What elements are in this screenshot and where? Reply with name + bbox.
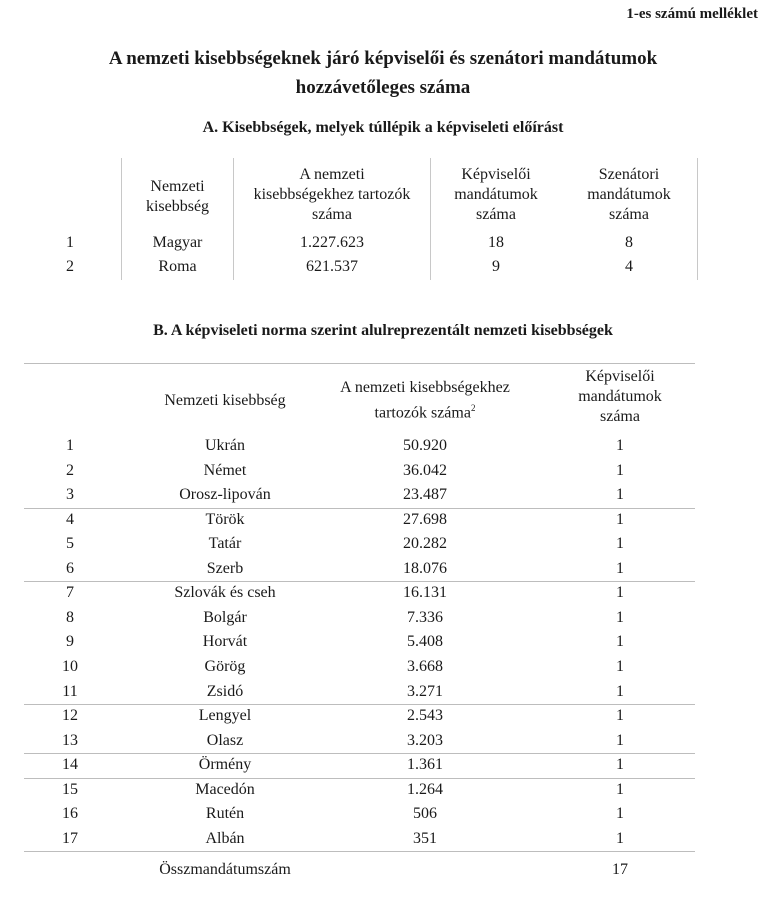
row-minority: Lengyel xyxy=(198,707,252,725)
row-minority: Magyar xyxy=(152,234,203,251)
row-number: 2 xyxy=(66,258,74,275)
row-minority: Macedón xyxy=(195,780,255,798)
header-deputies: Képviselői mandátumok száma xyxy=(578,368,662,425)
row-population: 27.698 xyxy=(403,510,447,528)
total-row xyxy=(0,858,766,882)
row-minority: Szlovák és cseh xyxy=(174,584,276,602)
header-population: A nemzeti kisebbségekhez tartozók száma xyxy=(253,166,411,223)
row-minority: Örmény xyxy=(198,756,252,774)
row-number: 4 xyxy=(66,510,74,528)
row-number: 6 xyxy=(66,559,74,577)
row-minority: Ukrán xyxy=(205,437,245,454)
row-deputies: 1 xyxy=(616,437,624,454)
table-row xyxy=(0,606,766,630)
row-number: 12 xyxy=(62,707,78,725)
row-number: 10 xyxy=(62,657,78,675)
total-value: 17 xyxy=(612,861,628,878)
row-deputies: 1 xyxy=(616,633,624,651)
row-minority: Albán xyxy=(205,829,245,847)
table-row xyxy=(0,729,766,753)
row-population: 351 xyxy=(413,829,437,847)
row-population: 1.264 xyxy=(407,780,443,798)
row-population: 1.227.623 xyxy=(300,234,364,251)
row-deputies: 1 xyxy=(616,707,624,725)
row-population: 16.131 xyxy=(403,584,447,602)
row-deputies: 1 xyxy=(616,657,624,675)
row-senators: 8 xyxy=(625,234,633,251)
row-minority: Török xyxy=(205,510,245,528)
row-population: 3.668 xyxy=(407,657,443,675)
row-minority: Szerb xyxy=(206,559,244,577)
row-population: 50.920 xyxy=(403,437,447,454)
row-deputies: 1 xyxy=(616,535,624,553)
table-row xyxy=(0,778,766,802)
table-row xyxy=(0,753,766,777)
table-row xyxy=(0,802,766,826)
row-deputies: 1 xyxy=(616,682,624,700)
row-deputies: 1 xyxy=(616,486,624,504)
table-a-divider xyxy=(697,158,698,280)
row-number: 8 xyxy=(66,608,74,626)
table-row xyxy=(0,483,766,507)
table-row xyxy=(0,581,766,605)
row-deputies: 1 xyxy=(616,510,624,528)
row-number: 17 xyxy=(62,829,78,847)
row-number: 9 xyxy=(66,633,74,651)
header-minority: Nemzeti kisebbség xyxy=(145,178,210,215)
row-deputies: 9 xyxy=(492,258,500,275)
row-minority: Bolgár xyxy=(203,608,247,626)
row-number: 5 xyxy=(66,535,74,553)
row-minority: Orosz-lipován xyxy=(179,486,271,504)
row-population: 1.361 xyxy=(407,756,443,774)
row-number: 7 xyxy=(66,584,74,602)
row-population: 20.282 xyxy=(403,535,447,553)
row-minority: Görög xyxy=(204,657,246,675)
row-minority: Olasz xyxy=(206,731,244,749)
annex-label: 1-es számú melléklet xyxy=(626,6,758,22)
row-number: 16 xyxy=(62,805,78,823)
row-population: 3.271 xyxy=(407,682,443,700)
document-title xyxy=(0,44,766,102)
row-population: 5.408 xyxy=(407,633,443,651)
footnote-marker: 2 xyxy=(470,403,476,413)
row-deputies: 1 xyxy=(616,608,624,626)
section-b-heading: B. A képviseleti norma szerint alulreprezentált nemzeti kisebbségek xyxy=(153,322,613,339)
row-deputies: 1 xyxy=(616,461,624,479)
table-row xyxy=(0,827,766,851)
row-population: 3.203 xyxy=(407,731,443,749)
row-population: 7.336 xyxy=(407,608,443,626)
row-deputies: 1 xyxy=(616,805,624,823)
row-minority: Tatár xyxy=(208,535,242,553)
row-deputies: 1 xyxy=(616,731,624,749)
row-senators: 4 xyxy=(625,258,633,275)
row-population: 18.076 xyxy=(403,559,447,577)
row-population: 621.537 xyxy=(306,258,358,275)
row-minority: Német xyxy=(203,461,247,479)
header-deputies: Képviselői mandátumok száma xyxy=(454,166,538,223)
row-deputies: 1 xyxy=(616,780,624,798)
row-number: 1 xyxy=(66,437,74,454)
row-minority: Horvát xyxy=(202,633,248,651)
group-separator xyxy=(24,851,695,852)
table-row xyxy=(0,630,766,654)
row-deputies: 1 xyxy=(616,584,624,602)
row-population: 36.042 xyxy=(403,461,447,479)
row-population: 2.543 xyxy=(407,707,443,725)
row-number: 13 xyxy=(62,731,78,749)
row-number: 1 xyxy=(66,234,74,251)
row-deputies: 1 xyxy=(616,829,624,847)
row-minority: Roma xyxy=(158,258,197,275)
header-minority: Nemzeti kisebbség xyxy=(164,392,286,409)
table-row xyxy=(0,459,766,483)
table-row xyxy=(0,434,766,458)
row-minority: Zsidó xyxy=(206,682,244,700)
table-row xyxy=(0,532,766,556)
header-population: A nemzeti kisebbségekhez tartozók száma$^2$ xyxy=(340,379,510,422)
table-row xyxy=(0,704,766,728)
row-deputies: 18 xyxy=(488,234,504,251)
row-number: 15 xyxy=(62,780,78,798)
title-line-1: A nemzeti kisebbségeknek járó képviselői és szenátori mandátumok xyxy=(108,48,658,69)
row-population: 23.487 xyxy=(403,486,447,504)
row-deputies: 1 xyxy=(616,559,624,577)
section-a-heading: A. Kisebbségek, melyek túllépik a képviseleti előírást xyxy=(202,119,564,136)
header-senators: Szenátori mandátumok száma xyxy=(587,166,671,223)
title-line-2: hozzávetőleges száma xyxy=(295,77,471,98)
table-row xyxy=(0,557,766,581)
row-number: 11 xyxy=(62,682,78,700)
row-number: 3 xyxy=(66,486,74,504)
row-number: 2 xyxy=(66,461,74,479)
row-minority: Rutén xyxy=(205,805,245,823)
table-b-top-rule xyxy=(24,363,695,364)
table-row xyxy=(0,680,766,704)
row-population: 506 xyxy=(413,805,437,823)
row-number: 14 xyxy=(62,756,78,774)
row-deputies: 1 xyxy=(616,756,624,774)
total-label: Összmandátumszám xyxy=(159,861,291,878)
table-row xyxy=(0,508,766,532)
table-row xyxy=(0,655,766,679)
